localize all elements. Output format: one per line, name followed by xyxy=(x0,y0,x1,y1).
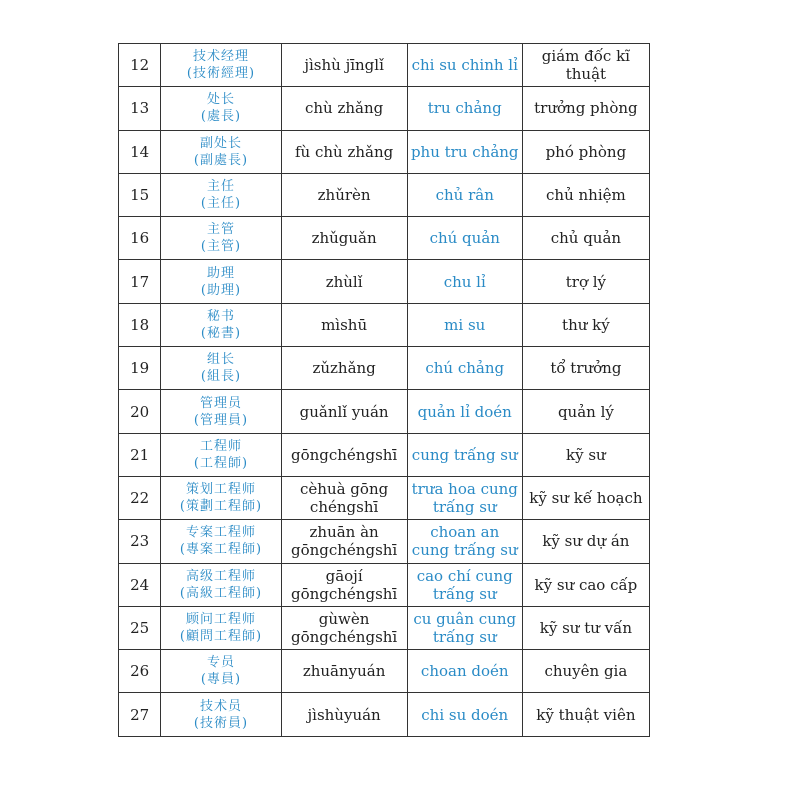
row-number: 25 xyxy=(119,606,161,649)
traditional-chinese: (專案工程師) xyxy=(179,542,263,558)
row-number: 26 xyxy=(119,650,161,693)
sino-vietnamese-reading: cung trấng sư xyxy=(407,433,522,476)
sino-vietnamese-reading: chủ rân xyxy=(407,173,522,216)
chinese-term xyxy=(161,390,281,433)
simplified-chinese: 高级工程师 xyxy=(185,568,256,584)
table-row xyxy=(119,650,650,693)
simplified-chinese: 管理员 xyxy=(199,395,242,411)
chinese-term xyxy=(161,87,281,130)
vietnamese-meaning: trợ lý xyxy=(522,260,649,303)
vietnamese-meaning: chuyên gia xyxy=(522,650,649,693)
traditional-chinese: (秘書) xyxy=(200,325,242,341)
vietnamese-meaning: chủ nhiệm xyxy=(522,173,649,216)
table-row xyxy=(119,44,650,87)
pinyin: jìshùyuán xyxy=(281,693,407,736)
simplified-chinese: 副处长 xyxy=(199,135,242,151)
table-row xyxy=(119,173,650,216)
simplified-chinese: 助理 xyxy=(206,265,235,281)
sino-vietnamese-reading: chú chảng xyxy=(407,347,522,390)
table-row xyxy=(119,87,650,130)
chinese-term xyxy=(161,44,281,87)
row-number: 15 xyxy=(119,173,161,216)
row-number: 12 xyxy=(119,44,161,87)
pinyin: zhuān àn gōngchéngshī xyxy=(281,520,407,563)
chinese-term xyxy=(161,650,281,693)
simplified-chinese: 策划工程师 xyxy=(185,482,256,498)
pinyin: zhǔguǎn xyxy=(281,217,407,260)
traditional-chinese: (技術員) xyxy=(193,715,249,731)
table-row xyxy=(119,476,650,519)
traditional-chinese: (處長) xyxy=(200,109,242,125)
vietnamese-meaning: thư ký xyxy=(522,303,649,346)
pinyin: zhùlǐ xyxy=(281,260,407,303)
chinese-term xyxy=(161,217,281,260)
traditional-chinese: (助理) xyxy=(200,282,242,298)
simplified-chinese: 组长 xyxy=(206,352,235,368)
sino-vietnamese-reading: chú quản xyxy=(407,217,522,260)
traditional-chinese: (高級工程師) xyxy=(179,585,263,601)
sino-vietnamese-reading: quản lỉ doén xyxy=(407,390,522,433)
chinese-term xyxy=(161,520,281,563)
chinese-term xyxy=(161,303,281,346)
vietnamese-meaning: quản lý xyxy=(522,390,649,433)
row-number: 21 xyxy=(119,433,161,476)
traditional-chinese: (專員) xyxy=(200,672,242,688)
chinese-term xyxy=(161,563,281,606)
chinese-term xyxy=(161,347,281,390)
sino-vietnamese-reading: chu lỉ xyxy=(407,260,522,303)
sino-vietnamese-reading: choan doén xyxy=(407,650,522,693)
pinyin: chù zhǎng xyxy=(281,87,407,130)
sino-vietnamese-reading: mi su xyxy=(407,303,522,346)
row-number: 13 xyxy=(119,87,161,130)
sino-vietnamese-reading: tru chảng xyxy=(407,87,522,130)
traditional-chinese: (主管) xyxy=(200,239,242,255)
table-row xyxy=(119,217,650,260)
sino-vietnamese-reading: chi su chinh lỉ xyxy=(407,44,522,87)
chinese-term xyxy=(161,260,281,303)
chinese-term xyxy=(161,130,281,173)
chinese-term xyxy=(161,476,281,519)
vocabulary-table-body xyxy=(119,44,650,737)
simplified-chinese: 专员 xyxy=(206,655,235,671)
simplified-chinese: 顾问工程师 xyxy=(185,612,256,627)
vietnamese-meaning: kỹ sư cao cấp xyxy=(522,563,649,606)
row-number: 16 xyxy=(119,217,161,260)
vietnamese-meaning: kỹ sư xyxy=(522,433,649,476)
sino-vietnamese-reading: chi su doén xyxy=(407,693,522,736)
row-number: 14 xyxy=(119,130,161,173)
vietnamese-meaning: kỹ sư kế hoạch xyxy=(522,476,649,519)
vietnamese-meaning: tổ trưởng xyxy=(522,347,649,390)
row-number: 18 xyxy=(119,303,161,346)
pinyin: cèhuà gōng chéngshī xyxy=(281,476,407,519)
vietnamese-meaning: kỹ sư tư vấn xyxy=(522,606,649,649)
table-row xyxy=(119,520,650,563)
row-number: 24 xyxy=(119,563,161,606)
sino-vietnamese-reading: trưa hoa cung trấng sư xyxy=(407,476,522,519)
pinyin: gāojí gōngchéngshī xyxy=(281,563,407,606)
simplified-chinese: 技术经理 xyxy=(192,49,249,65)
sino-vietnamese-reading: cao chí cung trấng sư xyxy=(407,563,522,606)
pinyin: zhǔrèn xyxy=(281,173,407,216)
chinese-term xyxy=(161,693,281,736)
pinyin: mìshū xyxy=(281,303,407,346)
vietnamese-meaning: giám đốc kĩ thuật xyxy=(522,44,649,87)
table-row xyxy=(119,130,650,173)
vietnamese-meaning: trưởng phòng xyxy=(522,87,649,130)
simplified-chinese: 专案工程师 xyxy=(185,525,256,541)
pinyin: fù chù zhǎng xyxy=(281,130,407,173)
row-number: 22 xyxy=(119,476,161,519)
vietnamese-meaning: phó phòng xyxy=(522,130,649,173)
chinese-term xyxy=(161,173,281,216)
pinyin: zhuānyuán xyxy=(281,650,407,693)
row-number: 19 xyxy=(119,347,161,390)
pinyin: gōngchéngshī xyxy=(281,433,407,476)
pinyin: jìshù jīnglǐ xyxy=(281,44,407,87)
traditional-chinese: (管理員) xyxy=(193,412,249,428)
pinyin: gùwèn gōngchéngshī xyxy=(281,606,407,649)
table-row xyxy=(119,260,650,303)
simplified-chinese: 工程师 xyxy=(199,438,242,454)
vietnamese-meaning: kỹ thuật viên xyxy=(522,693,649,736)
simplified-chinese: 处长 xyxy=(206,92,235,108)
simplified-chinese: 主任 xyxy=(206,179,235,195)
traditional-chinese: (策劃工程師) xyxy=(179,499,263,515)
table-row xyxy=(119,563,650,606)
traditional-chinese: (主任) xyxy=(200,196,242,212)
chinese-term xyxy=(161,606,281,649)
traditional-chinese: (工程師) xyxy=(193,455,249,471)
pinyin: zǔzhǎng xyxy=(281,347,407,390)
row-number: 27 xyxy=(119,693,161,736)
chinese-term xyxy=(161,433,281,476)
table-row xyxy=(119,303,650,346)
row-number: 23 xyxy=(119,520,161,563)
traditional-chinese: (組長) xyxy=(200,369,242,385)
simplified-chinese: 主管 xyxy=(206,222,235,238)
vietnamese-meaning: chủ quản xyxy=(522,217,649,260)
table-row xyxy=(119,433,650,476)
sino-vietnamese-reading: choan an cung trấng sư xyxy=(407,520,522,563)
simplified-chinese: 技术员 xyxy=(199,698,242,714)
traditional-chinese: (技術經理) xyxy=(186,66,256,82)
table-row xyxy=(119,390,650,433)
table-row xyxy=(119,693,650,736)
sino-vietnamese-reading: phu tru chảng xyxy=(407,130,522,173)
pinyin: guǎnlǐ yuán xyxy=(281,390,407,433)
simplified-chinese: 秘书 xyxy=(206,308,235,324)
table-row xyxy=(119,606,650,649)
vietnamese-meaning: kỹ sư dự án xyxy=(522,520,649,563)
row-number: 17 xyxy=(119,260,161,303)
traditional-chinese: (顧問工程師) xyxy=(179,629,263,644)
vocabulary-table xyxy=(118,43,650,737)
traditional-chinese: (副處長) xyxy=(193,152,249,168)
sino-vietnamese-reading: cu guân cung trấng sư xyxy=(407,606,522,649)
row-number: 20 xyxy=(119,390,161,433)
table-row xyxy=(119,347,650,390)
